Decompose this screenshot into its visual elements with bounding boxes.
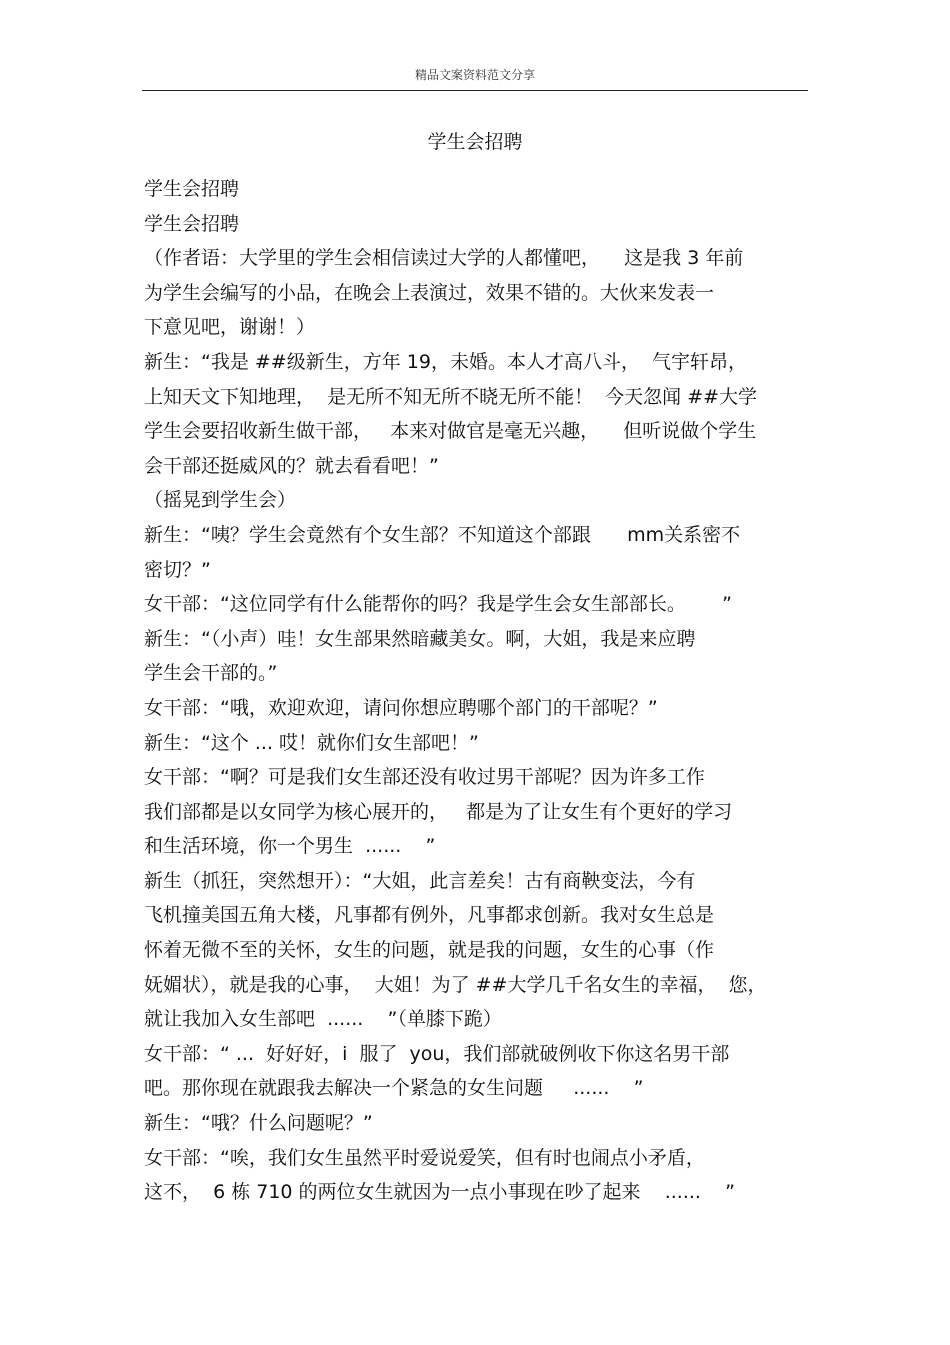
body-line: 和生活环境，你一个男生 ...... ” bbox=[144, 835, 436, 858]
body-line: 新生：“这个 ... 哎！就你们女生部吧！” bbox=[144, 731, 479, 754]
document-body bbox=[144, 172, 810, 1210]
body-line: 吧。那你现在就跟我去解决一个紧急的女生问题 ...... ” bbox=[144, 1077, 644, 1100]
body-line: 下意见吧，谢谢！） bbox=[144, 316, 316, 339]
body-line: （摇晃到学生会） bbox=[144, 489, 297, 512]
body-line: 妩媚状），就是我的心事， 大姐！为了 ##大学几千名女生的幸福， 您， bbox=[144, 973, 767, 996]
body-line: 这不， 6 栋 710 的两位女生就因为一点小事现在吵了起来 ...... ” bbox=[144, 1181, 735, 1204]
body-line: 学生会招聘 bbox=[144, 178, 240, 200]
body-line: 女干部：“这位同学有什么能帮你的吗？我是学生会女生部部长。 ” bbox=[144, 593, 732, 616]
body-line: 密切？” bbox=[144, 558, 211, 581]
body-line: 为学生会编写的小品，在晚会上表演过，效果不错的。大伙来发表一 bbox=[144, 281, 715, 304]
body-line: 新生：“哦？什么问题呢？” bbox=[144, 1112, 373, 1135]
body-line: 新生：“我是 ##级新生，方年 19，未婚。本人才高八斗， 气宇轩昂， bbox=[144, 350, 748, 373]
body-line: 女干部：“哦，欢迎欢迎，请问你想应聘哪个部门的干部呢？” bbox=[144, 696, 658, 719]
page-header-text: 精品文案资料范文分享 bbox=[414, 68, 535, 82]
body-line: 就让我加入女生部吧 ...... ”（单膝下跪） bbox=[144, 1008, 502, 1031]
body-line: 会干部还挺威风的？就去看看吧！” bbox=[144, 454, 439, 477]
body-line: 新生：“咦？学生会竟然有个女生部？不知道这个部跟 mm关系密不 bbox=[144, 523, 741, 546]
body-line: 上知天文下知地理， 是无所不知无所不晓无所不能！ 今天忽闻 ##大学 bbox=[144, 385, 758, 408]
body-line: 女干部：“唉，我们女生虽然平时爱说爱笑，但有时也闹点小矛盾， bbox=[144, 1146, 705, 1169]
body-line: 学生会干部的。” bbox=[144, 662, 278, 685]
body-line: 学生会要招收新生做干部， 本来对做官是毫无兴趣， 但听说做个学生 bbox=[144, 420, 757, 443]
body-line: 学生会招聘 bbox=[144, 212, 240, 235]
header-divider bbox=[142, 90, 808, 91]
body-line: 新生（抓狂，突然想开）：“大姐，此言差矣！古有商鞅变法，今有 bbox=[144, 869, 696, 892]
body-line: 我们部都是以女同学为核心展开的， 都是为了让女生有个更好的学习 bbox=[144, 800, 733, 823]
body-line: （作者语：大学里的学生会相信读过大学的人都懂吧， 这是我 3 年前 bbox=[144, 247, 744, 270]
body-line: 新生：“（小声）哇！女生部果然暗藏美女。啊，大姐，我是来应聘 bbox=[144, 627, 696, 650]
body-line: 女干部：“啊？可是我们女生部还没有收过男干部呢？因为许多工作 bbox=[144, 766, 705, 789]
body-line: 女干部：“ ... 好好好，i 服了 you，我们部就破例收下你这名男干部 bbox=[144, 1042, 730, 1065]
body-line: 怀着无微不至的关怀，女生的问题，就是我的问题，女生的心事（作 bbox=[144, 939, 715, 962]
body-line: 飞机撞美国五角大楼，凡事都有例外，凡事都求创新。我对女生总是 bbox=[144, 904, 715, 927]
document-title: 学生会招聘 bbox=[427, 131, 523, 153]
